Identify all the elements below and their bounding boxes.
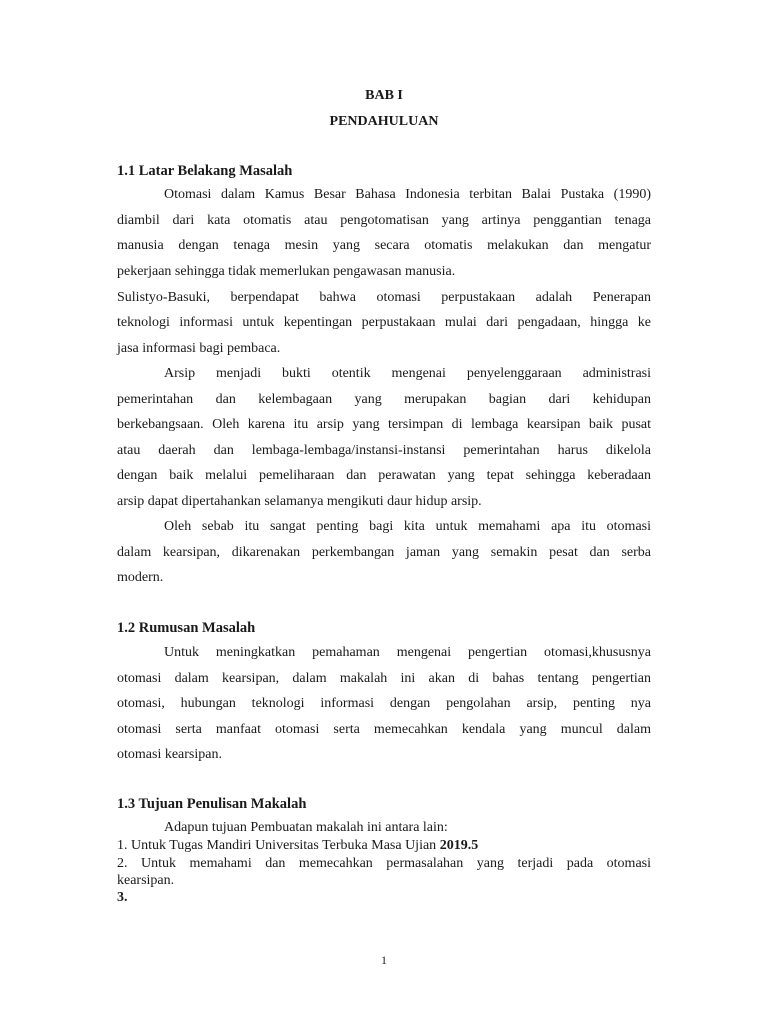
section-heading-tujuan-penulisan: 1.3 Tujuan Penulisan Makalah — [117, 796, 307, 812]
list-item-3: 3. — [117, 890, 128, 905]
list-item-1-year: 2019.5 — [439, 838, 479, 853]
list-item-2: 2. Untuk memahami dan memecahkan permasalahan yang terjadi pada otomasi — [117, 856, 651, 871]
paragraph-line: berkebangsaan. Oleh karena itu arsip yang tersimpan di lembaga kearsipan baik pusat — [117, 417, 651, 432]
paragraph-line: modern. — [117, 570, 164, 585]
list-intro: Adapun tujuan Pembuatan makalah ini antara lain: — [164, 820, 448, 835]
chapter-subtitle: PENDAHULUAN — [329, 114, 439, 129]
list-item-2-continuation: kearsipan. — [117, 873, 175, 888]
paragraph-line: Sulistyo-Basuki, berpendapat bahwa otomasi perpustakaan adalah Penerapan — [117, 290, 651, 305]
paragraph-line: Arsip menjadi bukti otentik mengenai penyelenggaraan administrasi — [164, 366, 651, 381]
paragraph-line: dalam kearsipan, dikarenakan perkembangan jaman yang semakin pesat dan serba — [117, 545, 651, 560]
page-number: 1 — [381, 953, 387, 967]
section-heading-rumusan-masalah: 1.2 Rumusan Masalah — [117, 620, 256, 636]
paragraph-line: dengan baik melalui pemeliharaan dan perawatan yang tepat sehingga keberadaan — [117, 468, 651, 483]
paragraph-line: atau daerah dan lembaga-lembaga/instansi-instansi pemerintahan harus dikelola — [117, 443, 651, 458]
paragraph-line: Untuk meningkatkan pemahaman mengenai pengertian otomasi,khususnya — [164, 645, 651, 660]
paragraph-line: manusia dengan tenaga mesin yang secara otomatis melakukan dan mengatur — [117, 238, 651, 253]
paragraph-line: otomasi dalam kearsipan, dalam makalah ini akan di bahas tentang pengertian — [117, 671, 651, 686]
paragraph-line: teknologi informasi untuk kepentingan perpustakaan mulai dari pengadaan, hingga ke — [117, 315, 651, 330]
paragraph-line: otomasi kearsipan. — [117, 747, 222, 762]
paragraph-line: otomasi, hubungan teknologi informasi dengan pengolahan arsip, penting nya — [117, 696, 651, 711]
section-heading-latar-belakang: 1.1 Latar Belakang Masalah — [117, 163, 293, 179]
paragraph-line: Otomasi dalam Kamus Besar Bahasa Indonesia terbitan Balai Pustaka (1990) — [164, 187, 651, 202]
paragraph-line: diambil dari kata otomatis atau pengotomatisan yang artinya penggantian tenaga — [117, 213, 651, 228]
list-item-1 — [117, 838, 651, 854]
paragraph-line: otomasi serta manfaat otomasi serta memecahkan kendala yang muncul dalam — [117, 722, 651, 737]
paragraph-line: pekerjaan sehingga tidak memerlukan pengawasan manusia. — [117, 264, 456, 279]
paragraph-line: Oleh sebab itu sangat penting bagi kita untuk memahami apa itu otomasi — [164, 519, 651, 534]
chapter-title: BAB I — [365, 88, 403, 103]
paragraph-line: arsip dapat dipertahankan selamanya mengikuti daur hidup arsip. — [117, 494, 482, 509]
list-item-1-text: 1. Untuk Tugas Mandiri Universitas Terbuka Masa Ujian — [117, 838, 440, 853]
paragraph-line: pemerintahan dan kelembagaan yang merupakan bagian dari kehidupan — [117, 392, 651, 407]
paragraph-line: jasa informasi bagi pembaca. — [117, 341, 281, 356]
